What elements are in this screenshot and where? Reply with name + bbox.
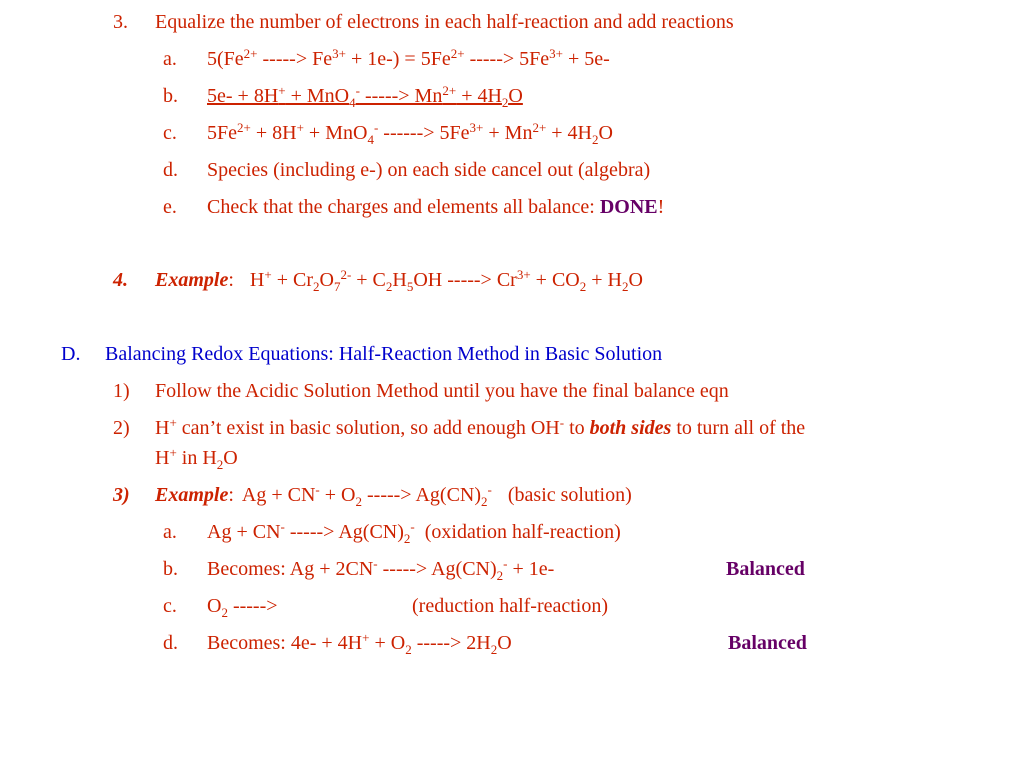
item-letter: b. xyxy=(163,558,178,580)
item-letter: c. xyxy=(163,595,177,617)
balanced-reduction-equation: Becomes: $4e- + 4H^+ + O_2$ -----> $2H_2O$ xyxy=(207,630,512,657)
balanced-oxidation-equation: Becomes: Ag + 2CN- -----> $Ag(CN)_2^- + 1e-$ xyxy=(207,556,555,583)
equation-a: $5(Fe^{2+}$ -----> $Fe^{3+} + 1e-) = 5Fe^{2+}$ -----> $5Fe^{3+} + 5e-$ xyxy=(207,46,610,70)
step-number: 1) xyxy=(113,380,130,402)
step-text-continuation: H+ in $H_2O$ xyxy=(155,445,238,472)
step-number: 2) xyxy=(113,417,130,439)
example-4-equation: Example: $H^+ + Cr_2O_7^{2-} + C_2H_5OH$ -----> $Cr^{3+} + CO_2 + H_2O$ xyxy=(155,267,643,294)
done-label: DONE xyxy=(599,196,658,218)
item-text: Check that the charges and elements all balance: DONE! xyxy=(207,196,665,218)
example-3-equation: Example: $Ag + CN^- + O_2$ -----> $Ag(CN)_2^-$ (basic solution) xyxy=(155,482,632,509)
step-number: 3. xyxy=(113,11,128,33)
equation-b: 5e- + 8H+ + MnO$_4$- -----> $Mn^{2+} + 4H_2O$ xyxy=(207,83,523,110)
step-number: 4. xyxy=(113,269,128,291)
step-text: Equalize the number of electrons in each half-reaction and add reactions xyxy=(155,11,734,33)
step-text: H+ can’t exist in basic solution, so add enough OH- to both sides to turn all of the xyxy=(155,415,806,439)
reduction-equation: $O_2$ -----> xyxy=(207,595,278,620)
reduction-note: (reduction half-reaction) xyxy=(412,595,609,617)
item-text: Species (including e-) on each side cancel out (algebra) xyxy=(207,159,651,181)
item-letter: d. xyxy=(163,159,178,181)
item-letter: d. xyxy=(163,632,178,654)
section-number: D. xyxy=(61,343,81,365)
equation-c: $5Fe^{2+} + 8H^+ + MnO_4^-$ ------> $5Fe^{3+} + Mn^{2+} + 4H_2O$ xyxy=(207,120,613,147)
item-letter: c. xyxy=(163,122,177,144)
item-letter: e. xyxy=(163,196,177,218)
balanced-label: Balanced xyxy=(726,558,805,580)
balanced-label: Balanced xyxy=(728,632,807,654)
section-title: Balancing Redox Equations: Half-Reaction Method in Basic Solution xyxy=(105,343,663,365)
oxidation-equation: Ag + CN- -----> $Ag(CN)_2^-$ (oxidation half-reaction) xyxy=(207,519,621,546)
step-number: 3) xyxy=(113,484,130,506)
emphasis: both sides xyxy=(589,417,672,439)
item-letter: a. xyxy=(163,48,177,70)
item-letter: b. xyxy=(163,85,178,107)
step-text: Follow the Acidic Solution Method until you have the final balance eqn xyxy=(155,380,729,402)
item-letter: a. xyxy=(163,521,177,543)
